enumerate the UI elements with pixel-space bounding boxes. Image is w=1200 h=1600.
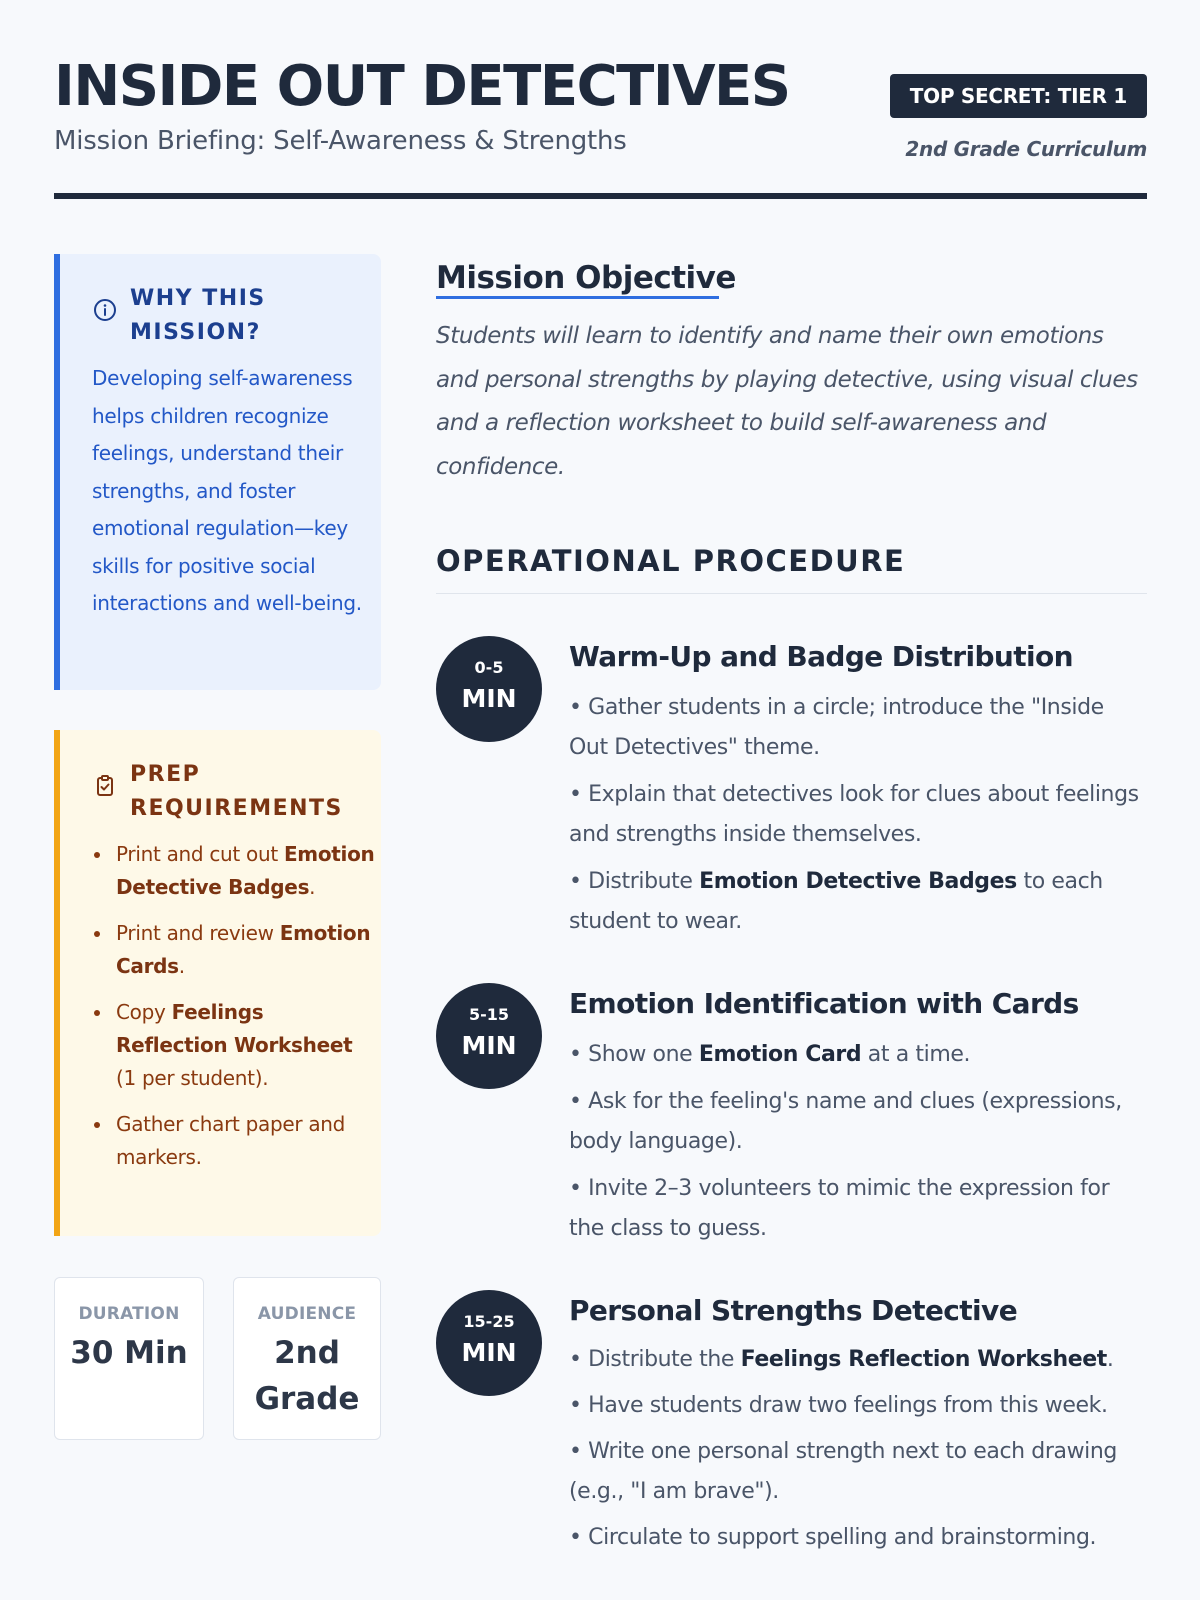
step-item: • Invite 2–3 volunteers to mimic the expression for the class to guess. [569, 1176, 1110, 1241]
step-item: • Show one Emotion Card at a time. [569, 1042, 971, 1067]
audience-card [233, 1277, 381, 1440]
audience-value: 2nd Grade [254, 1335, 360, 1417]
step-title: Emotion Identification with Cards [569, 987, 1079, 1020]
step-items [569, 688, 1149, 949]
time-range: 15-25 [463, 1312, 515, 1331]
step-item: • Circulate to support spelling and brainstorming. [569, 1525, 1097, 1550]
why-mission-heading: WHY THIS MISSION? [130, 286, 266, 345]
step-title: Personal Strengths Detective [569, 1294, 1018, 1327]
procedure-divider [436, 593, 1147, 594]
prep-item: Gather chart paper and markers. [92, 1108, 377, 1174]
procedure-title: OPERATIONAL PROCEDURE [436, 544, 906, 578]
prep-requirements-callout [54, 730, 381, 1236]
objective-title: Mission Objective [436, 260, 736, 296]
grade-label: 2nd Grade Curriculum [905, 137, 1147, 161]
duration-label: DURATION [78, 1304, 180, 1324]
time-badge [436, 636, 542, 742]
prep-item: Print and cut out Emotion Detective Badges. [92, 838, 377, 904]
objective-underline [436, 296, 719, 299]
lesson-plan-page [54, 0, 1147, 1600]
audience-label: AUDIENCE [257, 1304, 357, 1324]
prep-item: Copy Feelings Reflection Worksheet (1 per student). [92, 996, 377, 1095]
info-icon [93, 298, 117, 322]
duration-value: 30 Min [70, 1335, 188, 1371]
why-mission-text: Developing self-awareness helps children recognize feelings, understand their strengths, and foster emotional regulation—key skills for positive social interactions and well-being. [92, 366, 362, 615]
time-unit: MIN [461, 684, 517, 713]
prep-list [92, 838, 377, 1187]
step-items [569, 1340, 1149, 1558]
step-item: • Write one personal strength next to each drawing (e.g., "I am brave"). [569, 1439, 1117, 1504]
page-title: INSIDE OUT DETECTIVES [54, 54, 790, 119]
step-item: • Gather students in a circle; introduce the "Inside Out Detectives" theme. [569, 695, 1104, 760]
time-unit: MIN [461, 1031, 517, 1060]
time-unit: MIN [461, 1338, 517, 1367]
header-divider [54, 193, 1147, 199]
step-item: • Ask for the feeling's name and clues (expressions, body language). [569, 1089, 1122, 1154]
classification-badge: TOP SECRET: TIER 1 [890, 74, 1147, 118]
prep-requirements-heading: PREP REQUIREMENTS [130, 762, 343, 821]
time-range: 0-5 [474, 658, 504, 677]
duration-card [54, 1277, 204, 1440]
prep-item: Print and review Emotion Cards. [92, 917, 377, 983]
objective-text: Students will learn to identify and name their own emotions and personal strengths by playing detective, using visual clues and a reflection worksheet to build self-awareness and confidence. [436, 323, 1138, 480]
step-item: • Have students draw two feelings from this week. [569, 1393, 1108, 1418]
step-title: Warm-Up and Badge Distribution [569, 640, 1074, 673]
step-item: • Distribute the Feelings Reflection Worksheet. [569, 1347, 1114, 1372]
step-items [569, 1035, 1149, 1256]
why-mission-callout [54, 254, 381, 690]
time-badge [436, 983, 542, 1089]
clipboard-check-icon [93, 774, 117, 798]
page-subtitle: Mission Briefing: Self-Awareness & Strengths [54, 126, 627, 156]
time-range: 5-15 [468, 1005, 510, 1024]
time-badge [436, 1290, 542, 1396]
step-item: • Distribute Emotion Detective Badges to each student to wear. [569, 869, 1103, 934]
step-item: • Explain that detectives look for clues about feelings and strengths inside themselves. [569, 782, 1139, 847]
